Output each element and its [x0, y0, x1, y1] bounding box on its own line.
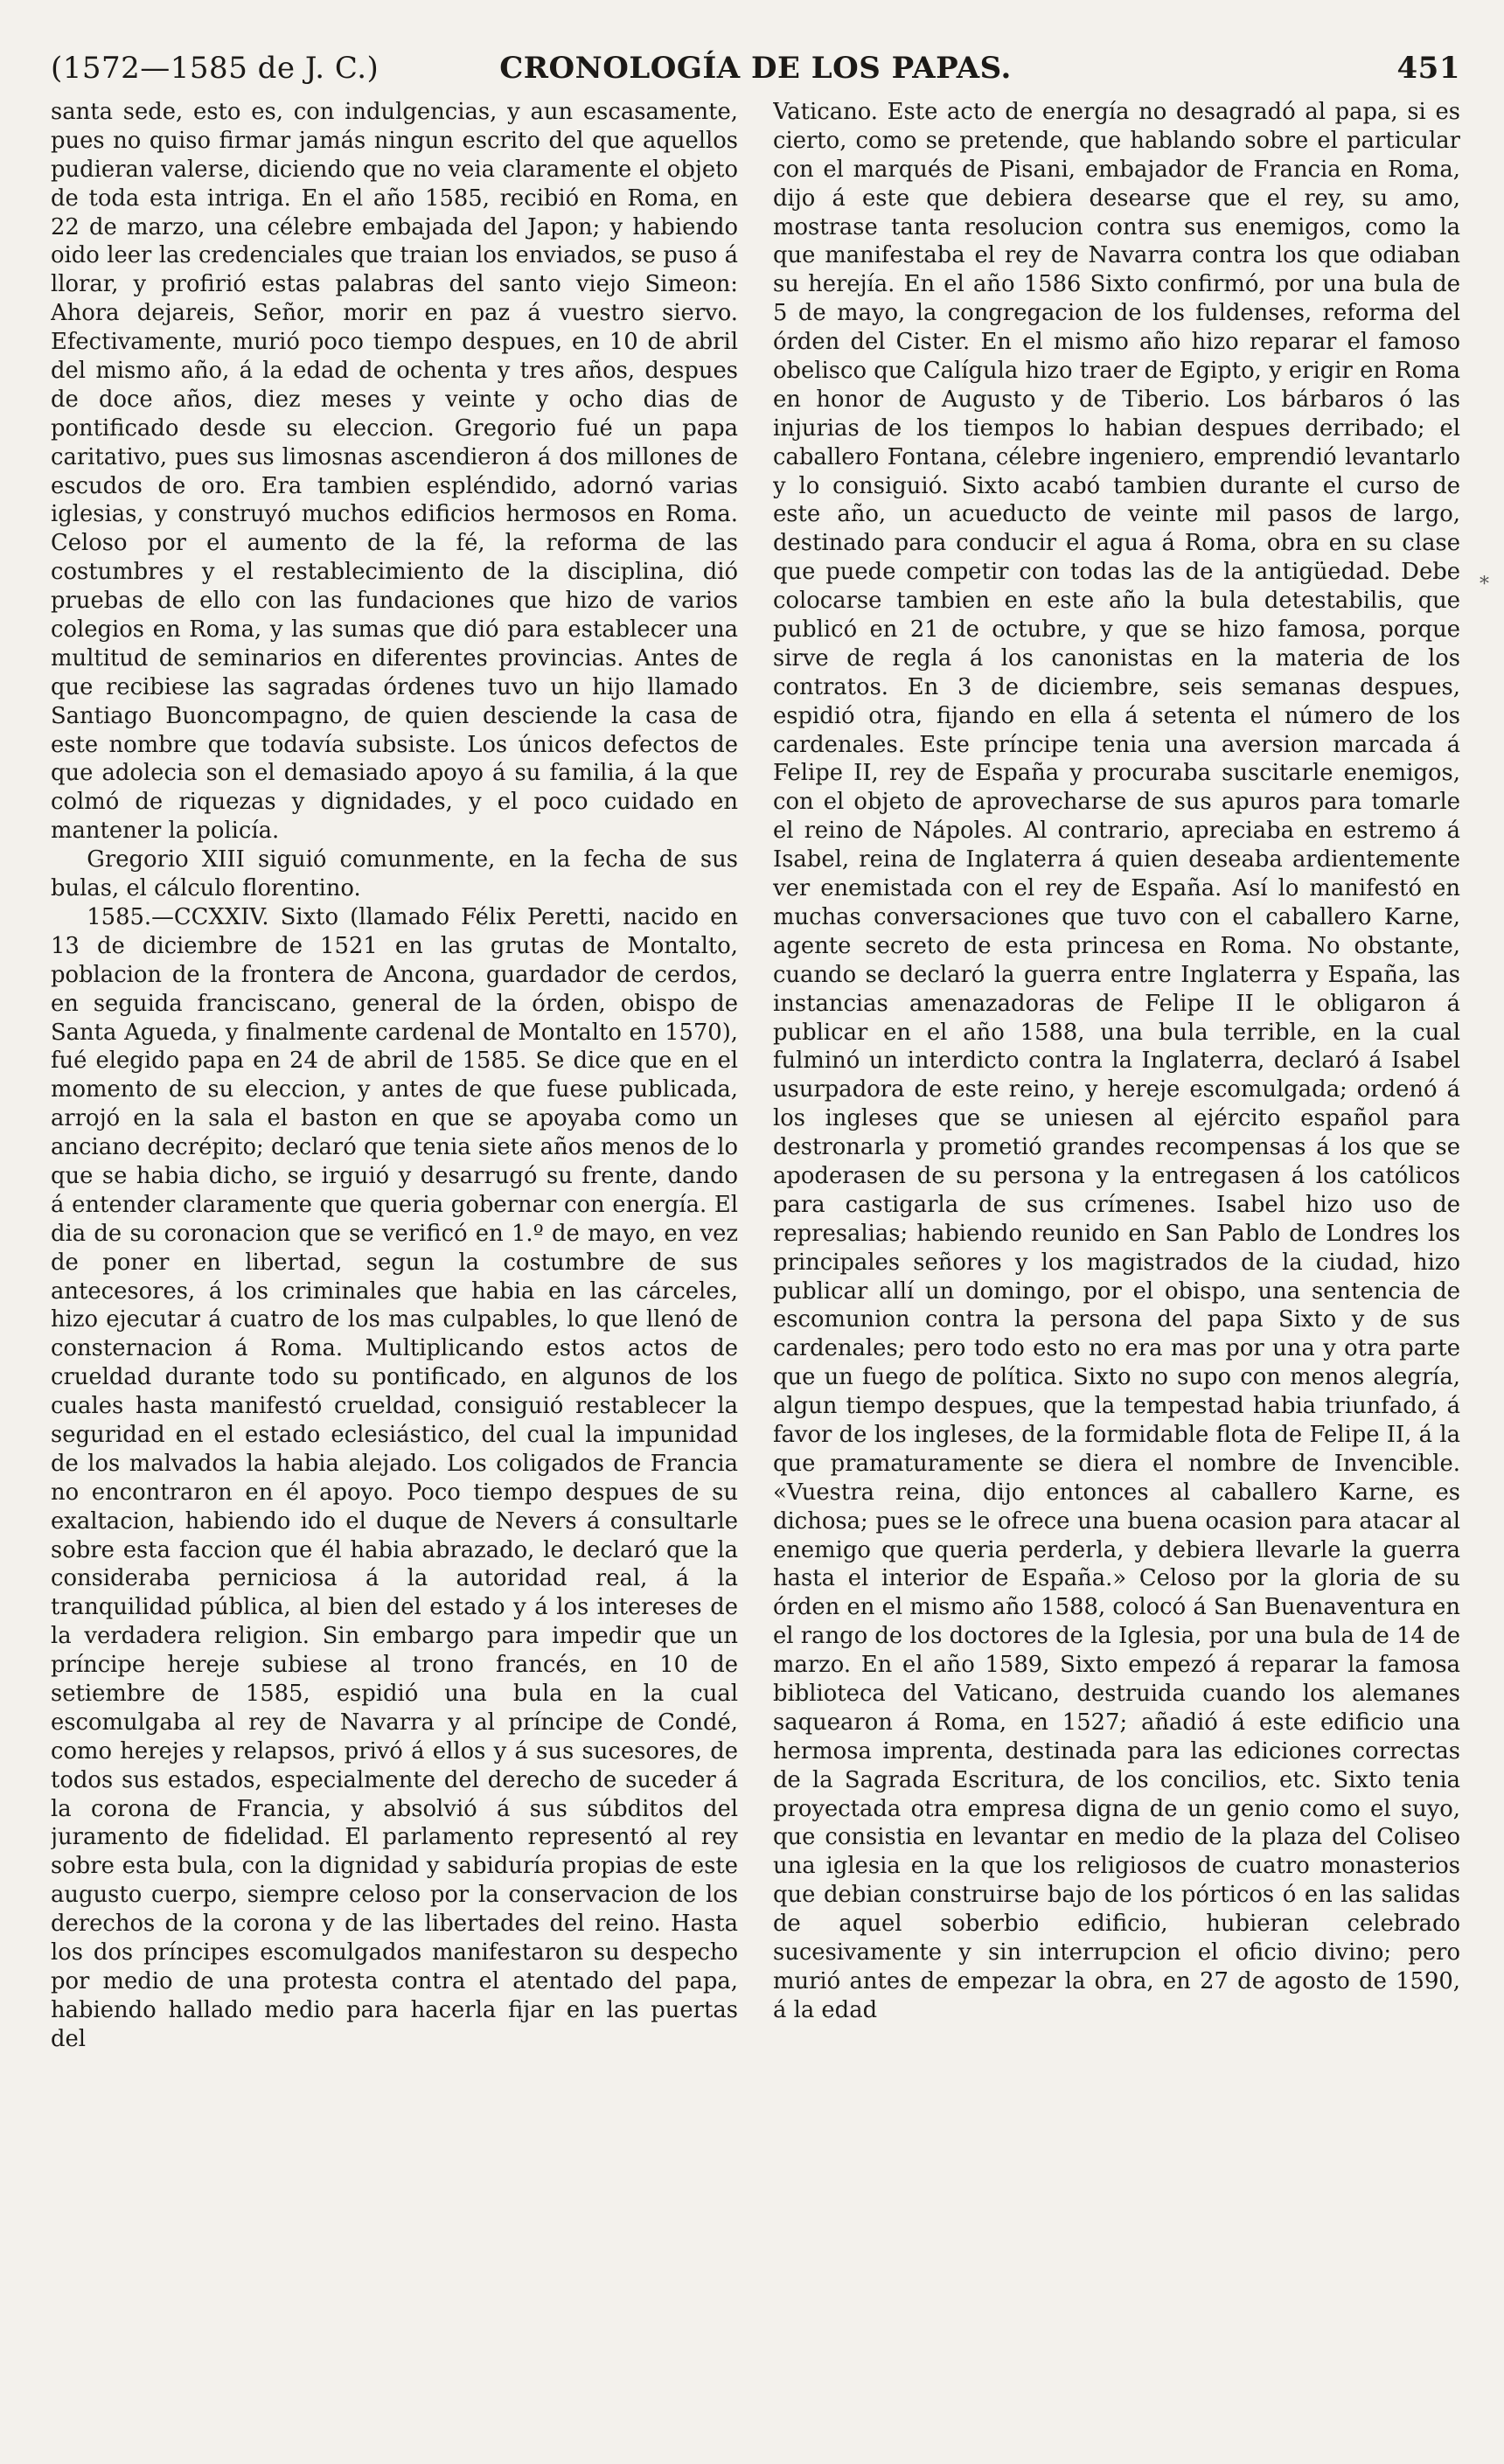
text-columns: [51, 98, 1460, 2438]
running-head: [51, 51, 1460, 89]
left-paragraph-3: 1585.—CCXXIV. Sixto (llamado Félix Peretti, nacido en 13 de diciembre de 1521 en las grutas de Montalto, poblacion de la frontera de Ancona, guardador de cerdos, en seguida franciscano, general de la órden, obispo de Santa Agueda, y finalmente cardenal de Montalto en 1570), fué elegido papa en 24 de abril de 1585. Se dice que en el momento de su eleccion, y antes de que fuese publicada, arrojó en la sala el baston en que se apoyaba como un anciano decrépito; declaró que tenia siete años menos de lo que se habia dicho, se irguió y desarrugó su frente, dando á entender claramente que queria gobernar con energía. El dia de su coronacion que se verificó en 1.º de mayo, en vez de poner en libertad, segun la costumbre de sus antecesores, á los criminales que habia en las cárceles, hizo ejecutar á cuatro de los mas culpables, lo que llenó de consternacion á Roma. Multiplicando estos actos de crueldad durante todo su pontificado, en algunos de los cuales hasta manifestó crueldad, consiguió restablecer la seguridad en el estado eclesiástico, del cual la impunidad de los malvados la habia alejado. Los coligados de Francia no encontraron en él apoyo. Poco tiempo despues de su exaltacion, habiendo ido el duque de Nevers á consultarle sobre esta faccion que él habia abrazado, le declaró que la consideraba perniciosa á la autoridad real, á la tranquilidad pública, al bien del estado y á los intereses de la verdadera religion. Sin embargo para impedir que un príncipe hereje subiese al trono francés, en 10 de setiembre de 1585, espidió una bula en la cual escomulgaba al rey de Navarra y al príncipe de Condé, como herejes y relapsos, privó á ellos y á sus sucesores, de todos sus estados, especialmente del derecho de suceder á la corona de Francia, y absolvió á sus súbditos del juramento de fidelidad. El parlamento representó al rey sobre esta bula, con la dignidad y sabiduría propias de este augusto cuerpo, siempre celoso por la conservacion de los derechos de la corona y de las libertades del reino. Hasta los dos príncipes escomulgados manifestaron su despecho por medio de una protesta contra el atentado del papa, habiendo hallado medio para hacerla fijar en las puertas del: [51, 903, 738, 2052]
left-paragraph-1: santa sede, esto es, con indulgencias, y aun escasamente, pues no quiso firmar jamás ningun escrito del que aquellos pudieran valerse, diciendo que no veia claramente el objeto de toda esta intriga. En el año 1585, recibió en Roma, en 22 de marzo, una célebre embajada del Japon; y habiendo oido leer las credenciales que traian los enviados, se puso á llorar, y profirió estas palabras del santo viejo Simeon: Ahora dejareis, Señor, morir en paz á vuestro siervo. Efectivamente, murió poco tiempo despues, en 10 de abril del mismo año, á la edad de ochenta y tres años, despues de doce años, diez meses y veinte y ocho dias de pontificado desde su eleccion. Gregorio fué un papa caritativo, pues sus limosnas ascendieron á dos millones de escudos de oro. Era tambien espléndido, adornó varias iglesias, y construyó muchos edificios hermosos en Roma. Celoso por el aumento de la fé, la reforma de las costumbres y el restablecimiento de la disciplina, dió pruebas de ello con las fundaciones que hizo de varios colegios en Roma, y las sumas que dió para establecer una multitud de seminarios en diferentes provincias. Antes de que recibiese las sagradas órdenes tuvo un hijo llamado Santiago Buoncompagno, de quien desciende la casa de este nombre que todavía subsiste. Los únicos defectos de que adolecia son el demasiado apoyo á su familia, á la que colmó de riquezas y dignidades, y el poco cuidado en mantener la policía.: [51, 99, 738, 845]
header-title: CRONOLOGÍA DE LOS PAPAS.: [499, 51, 1012, 86]
right-paragraph-1: Vaticano. Este acto de energía no desagradó al papa, si es cierto, como se pretende, que hablando sobre el particular con el marqués de Pisani, embajador de Francia en Roma, dijo á este que debiera desearse que el rey, su amo, mostrase tanta resolucion contra sus enemigos, como la que manifestaba el rey de Navarra contra los que odiaban su herejía. En el año 1586 Sixto confirmó, por una bula de 5 de mayo, la congregacion de los fuldenses, reforma del órden del Cister. En el mismo año hizo reparar el famoso obelisco que Calígula hizo traer de Egipto, y erigir en Roma en honor de Augusto y de Tiberio. Los bárbaros ó las injurias de los tiempos lo habian despues derribado; el caballero Fontana, célebre ingeniero, emprendió levantarlo y lo consiguió. Sixto acabó tambien durante el curso de este año, un acueducto de veinte mil pasos de largo, destinado para conducir el agua á Roma, obra en su clase que puede competir con todas las de la antigüedad. Debe colocarse tambien en este año la bula detestabilis, que publicó en 21 de octubre, y que se hizo famosa, porque sirve de regla á los canonistas en la materia de los contratos. En 3 de diciembre, seis semanas despues, espidió otra, fijando en ella á setenta el número de los cardenales. Este príncipe tenia una aversion marcada á Felipe II, rey de España y procuraba suscitarle enemigos, con el objeto de aprovecharse de sus apuros para tomarle el reino de Nápoles. Al contrario, apreciaba en estremo á Isabel, reina de Inglaterra á quien deseaba ardientemente ver enemistada con el rey de España. Así lo manifestó en muchas conversaciones que tuvo con el caballero Karne, agente secreto de esta princesa en Roma. No obstante, cuando se declaró la guerra entre Inglaterra y España, las instancias amenazadoras de Felipe II le obligaron á publicar en el año 1588, una bula terrible, en la cual fulminó un interdicto contra la Inglaterra, declaró á Isabel usurpadora de este reino, y hereje escomulgada; ordenó á los ingleses que se uniesen al ejército español para destronarla y prometió grandes recompensas á los que se apoderasen de su persona y la entregasen á los católicos para castigarla de sus crímenes. Isabel hizo uso de represalias; habiendo reunido en San Pablo de Londres los principales señores y los magistrados de la ciudad, hizo publicar allí un domingo, por el obispo, una sentencia de escomunion contra la persona del papa Sixto y de sus cardenales; pero todo esto no era mas por una y otra parte que un fuego de política. Sixto no supo con menos alegría, algun tiempo despues, que la tempestad habia triunfado, á favor de los ingleses, de la formidable flota de Felipe II, á la que pramaturamente se diera el nombre de Invencible. «Vuestra reina, dijo entonces al caballero Karne, es dichosa; pues se le ofrece una buena ocasion para atacar al enemigo que queria perderla, y debiera llevarle la guerra hasta el interior de España.» Celoso por la gloria de su órden en el mismo año 1588, colocó á San Buenaventura en el rango de los doctores de la Iglesia, por una bula de 14 de marzo. En el año 1589, Sixto empezó á reparar la famosa biblioteca del Vaticano, destruida cuando los alemanes saquearon á Roma, en 1527; añadió á este edificio una hermosa imprenta, destinada para las ediciones correctas de la Sagrada Escritura, de los concilios, etc. Sixto tenia proyectada otra empresa digna de un genio como el suyo, que consistia en levantar en medio de la plaza del Coliseo una iglesia en la que los religiosos de cuatro monasterios que debian construirse bajo de los pórticos ó en las salidas de aquel soberbio edificio, hubieran celebrado sucesivamente y sin interrupcion el oficio divino; pero murió antes de empezar la obra, en 27 de agosto de 1590, á la edad: [773, 99, 1460, 2023]
header-date-range: (1572—1585 de J. C.): [51, 51, 379, 86]
right-column: [773, 98, 1460, 2438]
left-column: [51, 98, 738, 2438]
margin-mark: *: [1480, 574, 1489, 595]
page-number: 451: [1396, 51, 1460, 86]
left-paragraph-2: Gregorio XIII siguió comunmente, en la fecha de sus bulas, el cálculo florentino.: [51, 846, 738, 902]
